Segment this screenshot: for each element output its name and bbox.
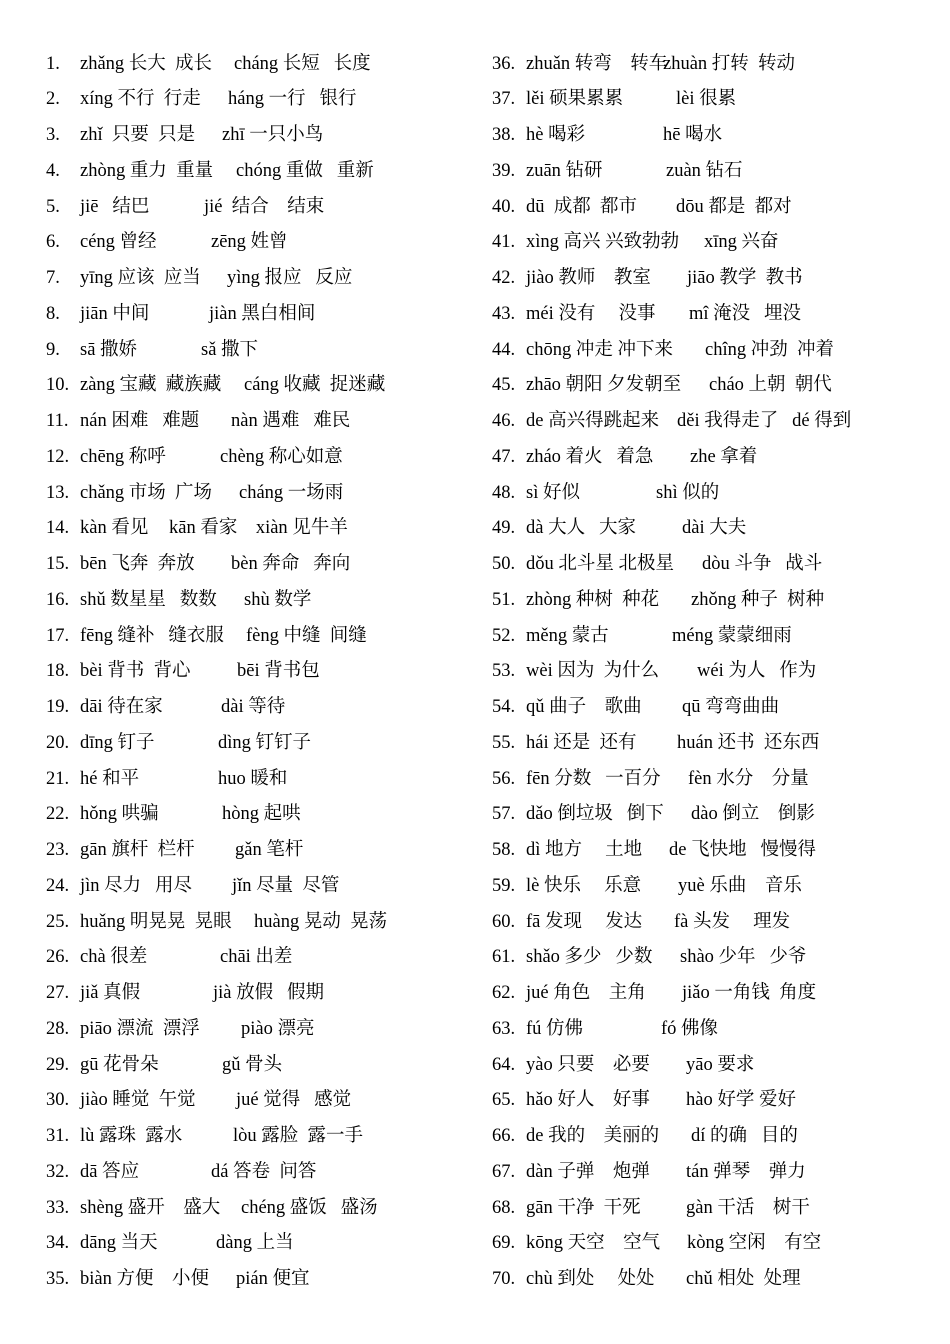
pronunciation-group-1: jiān 中间 <box>80 303 150 324</box>
list-item <box>492 904 932 940</box>
item-number: 9. <box>46 339 60 360</box>
pronunciation-group-2: fà 头发 理发 <box>674 911 791 932</box>
pronunciation-group-1: chēng 称呼 <box>80 446 166 467</box>
list-item <box>46 690 486 726</box>
pronunciation-group-1: dīng 钉子 <box>80 732 155 753</box>
list-item <box>46 1119 486 1155</box>
pronunciation-group-1: chà 很差 <box>80 947 148 968</box>
pronunciation-group-1: zhuǎn 转弯 转车 <box>526 53 668 74</box>
item-number: 1. <box>46 53 60 74</box>
list-item <box>46 868 486 904</box>
pronunciation-group-1: zuān 钻研 <box>526 160 603 181</box>
pronunciation-group-1: xíng 不行 行走 <box>80 89 201 110</box>
item-number: 15. <box>46 554 70 575</box>
list-item <box>46 475 486 511</box>
pronunciation-group-2: jiǎo 一角钱 角度 <box>682 983 817 1004</box>
pronunciation-group-1: hè 喝彩 <box>526 125 586 146</box>
pronunciation-group-2: yuè 乐曲 音乐 <box>678 875 802 896</box>
pronunciation-group-1: chù 到处 处处 <box>526 1269 655 1290</box>
item-number: 66. <box>492 1126 516 1147</box>
list-item <box>46 118 486 154</box>
item-number: 64. <box>492 1054 516 1075</box>
pronunciation-group-1: fēn 分数 一百分 <box>526 768 661 789</box>
pronunciation-group-1: fā 发现 发达 <box>526 911 643 932</box>
pronunciation-group-1: lè 快乐 乐意 <box>526 875 642 896</box>
pronunciation-group-2: gǔ 骨头 <box>222 1054 283 1075</box>
item-number: 11. <box>46 411 69 432</box>
item-number: 28. <box>46 1018 70 1039</box>
list-item <box>492 332 932 368</box>
pronunciation-group-2: dá 答卷 问答 <box>211 1161 317 1182</box>
list-item <box>492 1047 932 1083</box>
pronunciation-group-1: dà 大人 大家 <box>526 518 636 539</box>
pronunciation-group-2: fèng 中缝 间缝 <box>246 625 367 646</box>
pronunciation-group-2: dòu 斗争 战斗 <box>702 554 823 575</box>
pronunciation-group-2: kòng 空闲 有空 <box>687 1233 822 1254</box>
list-item <box>492 475 932 511</box>
list-item <box>46 797 486 833</box>
pronunciation-group-1: shǔ 数星星 数数 <box>80 589 217 610</box>
list-item <box>492 153 932 189</box>
list-item <box>46 582 486 618</box>
pronunciation-group-2: shù 数学 <box>244 589 312 610</box>
list-item <box>492 1083 932 1119</box>
pronunciation-group-1: nán 困难 难题 <box>80 411 200 432</box>
item-number: 34. <box>46 1233 70 1254</box>
pronunciation-group-2: dí 的确 目的 <box>691 1126 798 1147</box>
list-item <box>492 46 932 82</box>
list-item <box>492 547 932 583</box>
list-item <box>492 1119 932 1155</box>
pronunciation-group-1: fēng 缝补 缝衣服 <box>80 625 224 646</box>
item-number: 17. <box>46 625 70 646</box>
pronunciation-group-2: yāo 要求 <box>686 1054 755 1075</box>
item-number: 46. <box>492 411 516 432</box>
pronunciation-group-1: jiào 睡觉 午觉 <box>80 1090 196 1111</box>
list-item <box>46 976 486 1012</box>
pronunciation-group-2: huo 暖和 <box>218 768 288 789</box>
list-item <box>46 82 486 118</box>
pronunciation-group-2: yìng 报应 反应 <box>227 268 353 289</box>
pronunciation-group-1: jiǎ 真假 <box>80 983 141 1004</box>
pronunciation-group-1: hǒng 哄骗 <box>80 804 159 825</box>
pronunciation-group-2: lòu 露脸 露一手 <box>233 1126 364 1147</box>
item-number: 22. <box>46 804 70 825</box>
list-item <box>492 296 932 332</box>
pronunciation-group-2: zhī 一只小鸟 <box>222 125 324 146</box>
item-number: 59. <box>492 875 516 896</box>
item-number: 25. <box>46 911 70 932</box>
pronunciation-group-1: jué 角色 主角 <box>526 983 646 1004</box>
pronunciation-group-2: jiàn 黑白相间 <box>209 303 316 324</box>
list-item <box>492 189 932 225</box>
item-number: 2. <box>46 89 60 110</box>
pronunciation-group-2: chǔ 相处 处理 <box>686 1269 801 1290</box>
pronunciation-group-2: cháng 一场雨 <box>239 482 344 503</box>
list-item <box>46 368 486 404</box>
pronunciation-group-2: dài 等待 <box>221 697 286 718</box>
pronunciation-group-2: huán 还书 还东西 <box>677 732 820 753</box>
pronunciation-group-1: méi 没有 没事 <box>526 303 656 324</box>
item-number: 56. <box>492 768 516 789</box>
pronunciation-group-2: jǐn 尽量 尽管 <box>232 875 340 896</box>
item-number: 54. <box>492 697 516 718</box>
item-number: 8. <box>46 303 60 324</box>
pronunciation-group-2: nàn 遇难 难民 <box>231 411 351 432</box>
item-number: 45. <box>492 375 516 396</box>
list-item <box>46 261 486 297</box>
pronunciation-group-1: fú 仿佛 <box>526 1018 584 1039</box>
list-item <box>492 797 932 833</box>
pronunciation-group-2: zhe 拿着 <box>690 446 758 467</box>
pronunciation-group-2: jué 觉得 感觉 <box>236 1090 352 1111</box>
pronunciation-group-2: zhuàn 打转 转动 <box>663 53 796 74</box>
item-number: 42. <box>492 268 516 289</box>
item-number: 32. <box>46 1161 70 1182</box>
pronunciation-group-2: háng 一行 银行 <box>228 89 357 110</box>
list-item <box>492 368 932 404</box>
pronunciation-group-1: xìng 高兴 兴致勃勃 <box>526 232 680 253</box>
pronunciation-group-2: pián 便宜 <box>236 1269 310 1290</box>
pronunciation-group-1: dāng 当天 <box>80 1233 158 1254</box>
pronunciation-group-1: hái 还是 还有 <box>526 732 637 753</box>
list-item <box>492 761 932 797</box>
pronunciation-group-1: de 我的 美丽的 <box>526 1126 660 1147</box>
pronunciation-group-1: sì 好似 <box>526 482 580 503</box>
pronunciation-group-2: dìng 钉钉子 <box>218 732 312 753</box>
list-item <box>492 404 932 440</box>
item-number: 4. <box>46 160 60 181</box>
pronunciation-group-1: biàn 方便 小便 <box>80 1269 209 1290</box>
pronunciation-group-2: zēng 姓曾 <box>211 232 288 253</box>
pronunciation-group-1: yào 只要 必要 <box>526 1054 650 1075</box>
pronunciation-group-1: gān 干净 干死 <box>526 1197 641 1218</box>
list-item <box>492 511 932 547</box>
pronunciation-group-2: jià 放假 假期 <box>213 983 324 1004</box>
list-item <box>46 725 486 761</box>
item-number: 29. <box>46 1054 70 1075</box>
item-number: 30. <box>46 1090 70 1111</box>
pronunciation-group-2: piào 漂亮 <box>241 1018 315 1039</box>
list-item <box>46 1011 486 1047</box>
item-number: 44. <box>492 339 516 360</box>
list-item <box>46 296 486 332</box>
item-number: 63. <box>492 1018 516 1039</box>
item-number: 10. <box>46 375 70 396</box>
item-number: 18. <box>46 661 70 682</box>
item-number: 35. <box>46 1269 70 1290</box>
item-number: 13. <box>46 482 70 503</box>
list-item <box>46 1262 486 1298</box>
item-number: 31. <box>46 1126 70 1147</box>
pronunciation-group-1: shèng 盛开 盛大 <box>80 1197 221 1218</box>
pronunciation-group-1: qǔ 曲子 歌曲 <box>526 697 642 718</box>
pronunciation-group-2: chóng 重做 重新 <box>236 160 374 181</box>
item-number: 61. <box>492 947 516 968</box>
list-item <box>492 976 932 1012</box>
list-item <box>46 547 486 583</box>
list-item <box>46 189 486 225</box>
pronunciation-group-2: tán 弹琴 弹力 <box>686 1161 806 1182</box>
item-number: 49. <box>492 518 516 539</box>
pronunciation-group-1: zàng 宝藏 藏族藏 <box>80 375 222 396</box>
pronunciation-group-1: dū 成都 都市 <box>526 196 638 217</box>
list-item <box>492 225 932 261</box>
list-item <box>492 833 932 869</box>
item-number: 62. <box>492 983 516 1004</box>
pronunciation-group-1: kàn 看见 <box>80 518 149 539</box>
pronunciation-group-2: méng 蒙蒙细雨 <box>672 625 792 646</box>
pronunciation-group-1: gū 花骨朵 <box>80 1054 159 1075</box>
pronunciation-group-2: děi 我得走了 dé 得到 <box>677 411 852 432</box>
list-item <box>492 1154 932 1190</box>
pronunciation-group-2: shào 少年 少爷 <box>680 947 807 968</box>
pronunciation-group-2: zhǒng 种子 树种 <box>691 589 825 610</box>
item-number: 27. <box>46 983 70 1004</box>
pronunciation-group-1: dǒu 北斗星 北极星 <box>526 554 675 575</box>
pronunciation-group-2: kān 看家 xiàn 见牛羊 <box>169 518 348 539</box>
list-item <box>46 404 486 440</box>
pronunciation-group-2: hē 喝水 <box>663 125 723 146</box>
list-item <box>492 690 932 726</box>
list-item <box>46 654 486 690</box>
item-number: 21. <box>46 768 70 789</box>
pronunciation-group-2: fó 佛像 <box>661 1018 719 1039</box>
pronunciation-group-2: chāi 出差 <box>220 947 293 968</box>
left-column <box>46 46 486 1297</box>
pronunciation-group-2: qū 弯弯曲曲 <box>682 697 780 718</box>
list-item <box>492 439 932 475</box>
pronunciation-group-2: chèng 称心如意 <box>220 446 343 467</box>
pronunciation-group-2: dào 倒立 倒影 <box>691 804 815 825</box>
pronunciation-group-1: shǎo 多少 少数 <box>526 947 653 968</box>
pronunciation-group-2: sǎ 撒下 <box>201 339 259 360</box>
pronunciation-group-1: jiē 结巴 <box>80 196 150 217</box>
pronunciation-group-1: jìn 尽力 用尽 <box>80 875 193 896</box>
item-number: 50. <box>492 554 516 575</box>
list-item <box>46 153 486 189</box>
item-number: 43. <box>492 303 516 324</box>
list-item <box>492 1262 932 1298</box>
item-number: 51. <box>492 589 516 610</box>
pronunciation-group-2: fèn 水分 分量 <box>688 768 809 789</box>
pronunciation-group-1: wèi 因为 为什么 <box>526 661 660 682</box>
item-number: 60. <box>492 911 516 932</box>
item-number: 53. <box>492 661 516 682</box>
list-item <box>46 833 486 869</box>
list-item <box>492 82 932 118</box>
item-number: 19. <box>46 697 70 718</box>
pronunciation-group-2: jiāo 教学 教书 <box>687 268 803 289</box>
list-item <box>46 1083 486 1119</box>
pronunciation-group-1: zháo 着火 着急 <box>526 446 654 467</box>
pronunciation-group-1: sā 撒娇 <box>80 339 138 360</box>
list-item <box>492 654 932 690</box>
item-number: 7. <box>46 268 60 289</box>
pronunciation-group-1: bèi 背书 背心 <box>80 661 191 682</box>
list-item <box>46 1154 486 1190</box>
pronunciation-group-2: cháng 长短 长度 <box>234 53 371 74</box>
item-number: 12. <box>46 446 70 467</box>
pronunciation-group-2: shì 似的 <box>656 482 720 503</box>
list-item <box>492 1011 932 1047</box>
list-item <box>46 940 486 976</box>
pronunciation-group-1: zhǎng 长大 成长 <box>80 53 213 74</box>
pronunciation-group-2: hào 好学 爱好 <box>686 1090 796 1111</box>
item-number: 5. <box>46 196 60 217</box>
list-item <box>492 725 932 761</box>
pronunciation-group-1: lěi 硕果累累 <box>526 89 624 110</box>
pronunciation-group-2: huàng 晃动 晃荡 <box>254 911 388 932</box>
pronunciation-group-2: wéi 为人 作为 <box>697 661 817 682</box>
pronunciation-group-1: měng 蒙古 <box>526 625 609 646</box>
list-item <box>46 511 486 547</box>
pronunciation-group-2: zuàn 钻石 <box>666 160 743 181</box>
pronunciation-group-2: chéng 盛饭 盛汤 <box>241 1197 378 1218</box>
pronunciation-group-1: yīng 应该 应当 <box>80 268 201 289</box>
pronunciation-group-1: dì 地方 土地 <box>526 840 643 861</box>
list-item <box>492 618 932 654</box>
item-number: 52. <box>492 625 516 646</box>
item-number: 68. <box>492 1197 516 1218</box>
item-number: 37. <box>492 89 516 110</box>
pronunciation-group-2: gàn 干活 树干 <box>686 1197 810 1218</box>
pronunciation-group-1: dǎo 倒垃圾 倒下 <box>526 804 664 825</box>
list-item <box>492 118 932 154</box>
item-number: 70. <box>492 1269 516 1290</box>
pronunciation-group-1: gān 旗杆 栏杆 <box>80 840 195 861</box>
pronunciation-group-2: mî 淹没 埋没 <box>689 303 802 324</box>
list-item <box>492 868 932 904</box>
item-number: 16. <box>46 589 70 610</box>
item-number: 58. <box>492 840 516 861</box>
item-number: 24. <box>46 875 70 896</box>
item-number: 57. <box>492 804 516 825</box>
item-number: 14. <box>46 518 70 539</box>
right-column <box>492 46 932 1297</box>
list-item <box>46 46 486 82</box>
pronunciation-group-1: hé 和平 <box>80 768 140 789</box>
pronunciation-group-2: bēi 背书包 <box>237 661 320 682</box>
pronunciation-group-2: dàng 上当 <box>216 1233 294 1254</box>
item-number: 23. <box>46 840 70 861</box>
pronunciation-group-1: zhāo 朝阳 夕发朝至 <box>526 375 682 396</box>
pronunciation-group-2: gǎn 笔杆 <box>235 840 304 861</box>
item-number: 6. <box>46 232 60 253</box>
pronunciation-group-1: lù 露珠 露水 <box>80 1126 183 1147</box>
list-item <box>492 1226 932 1262</box>
pronunciation-group-1: chǎng 市场 广场 <box>80 482 213 503</box>
item-number: 20. <box>46 732 70 753</box>
pronunciation-group-1: zhòng 重力 重量 <box>80 160 214 181</box>
list-item <box>46 761 486 797</box>
list-item <box>46 1226 486 1262</box>
pronunciation-group-1: dāi 待在家 <box>80 697 163 718</box>
pronunciation-group-1: bēn 飞奔 奔放 <box>80 554 195 575</box>
list-item <box>492 940 932 976</box>
item-number: 36. <box>492 53 516 74</box>
list-item <box>46 439 486 475</box>
item-number: 67. <box>492 1161 516 1182</box>
pronunciation-group-1: huǎng 明晃晃 晃眼 <box>80 911 232 932</box>
list-item <box>46 1047 486 1083</box>
item-number: 38. <box>492 125 516 146</box>
list-item <box>46 332 486 368</box>
pronunciation-group-1: dàn 子弹 炮弹 <box>526 1161 650 1182</box>
list-item <box>46 618 486 654</box>
pronunciation-group-1: jiào 教师 教室 <box>526 268 651 289</box>
list-item <box>46 225 486 261</box>
pronunciation-group-1: zhòng 种树 种花 <box>526 589 660 610</box>
item-number: 48. <box>492 482 516 503</box>
pronunciation-group-2: jié 结合 结束 <box>204 196 325 217</box>
pronunciation-group-2: xīng 兴奋 <box>704 232 779 253</box>
pronunciation-group-2: hòng 起哄 <box>222 804 301 825</box>
pronunciation-group-1: céng 曾经 <box>80 232 157 253</box>
pronunciation-group-2: chîng 冲劲 冲着 <box>705 339 834 360</box>
pronunciation-group-1: hǎo 好人 好事 <box>526 1090 650 1111</box>
list-item <box>492 261 932 297</box>
item-number: 39. <box>492 160 516 181</box>
item-number: 47. <box>492 446 516 467</box>
item-number: 55. <box>492 732 516 753</box>
pronunciation-group-2: bèn 奔命 奔向 <box>231 554 351 575</box>
pronunciation-group-2: cáng 收藏 捉迷藏 <box>244 375 386 396</box>
pronunciation-group-2: lèi 很累 <box>676 89 737 110</box>
pronunciation-group-2: cháo 上朝 朝代 <box>709 375 832 396</box>
item-number: 40. <box>492 196 516 217</box>
pronunciation-group-1: piāo 漂流 漂浮 <box>80 1018 200 1039</box>
pronunciation-group-1: dā 答应 <box>80 1161 140 1182</box>
list-item <box>492 1190 932 1226</box>
pronunciation-group-2: dài 大夫 <box>682 518 747 539</box>
item-number: 41. <box>492 232 516 253</box>
list-item <box>492 582 932 618</box>
item-number: 69. <box>492 1233 516 1254</box>
pronunciation-group-1: de 高兴得跳起来 <box>526 411 660 432</box>
item-number: 65. <box>492 1090 516 1111</box>
pronunciation-group-1: zhǐ 只要 只是 <box>80 125 196 146</box>
pronunciation-group-2: de 飞快地 慢慢得 <box>669 840 816 861</box>
item-number: 26. <box>46 947 70 968</box>
pronunciation-group-1: chōng 冲走 冲下来 <box>526 339 673 360</box>
list-item <box>46 1190 486 1226</box>
item-number: 3. <box>46 125 60 146</box>
pronunciation-group-1: kōng 天空 空气 <box>526 1233 661 1254</box>
list-item <box>46 904 486 940</box>
pronunciation-group-2: dōu 都是 都对 <box>676 196 792 217</box>
item-number: 33. <box>46 1197 70 1218</box>
